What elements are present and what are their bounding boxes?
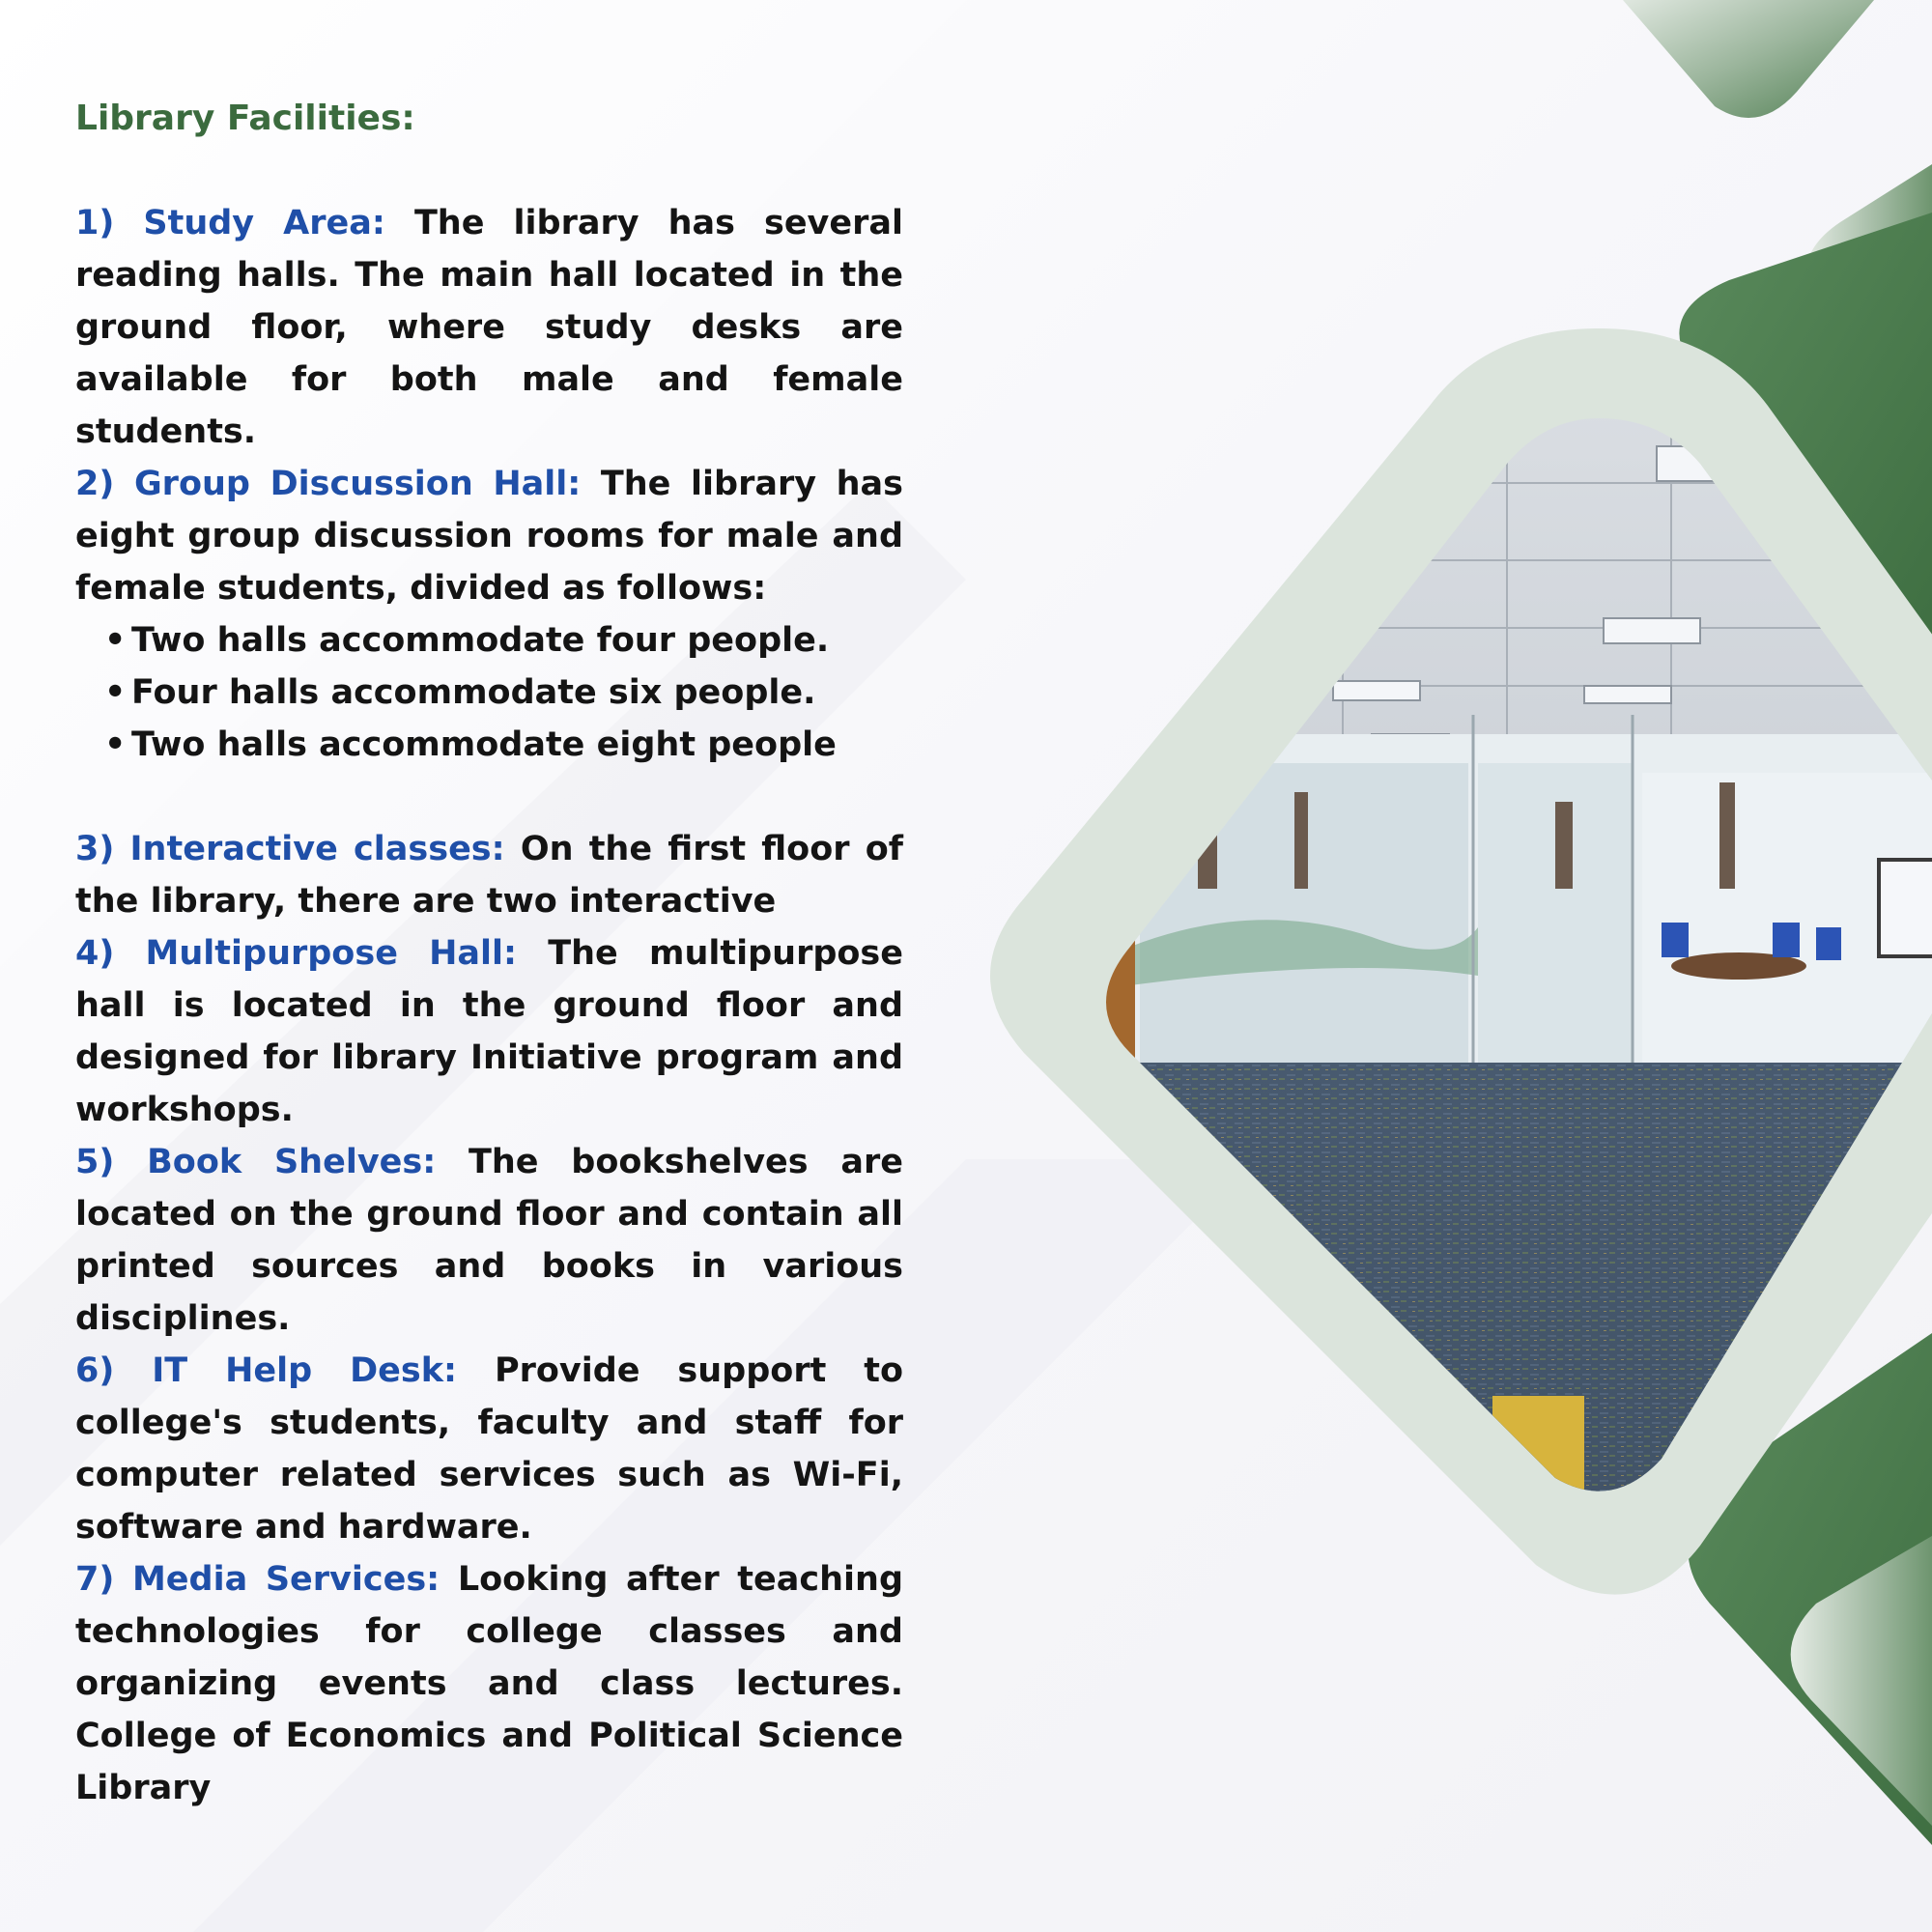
facilities-text	[75, 93, 903, 1814]
section-interactive-classes	[75, 823, 903, 927]
section-media-services	[75, 1553, 903, 1814]
section-text: Provide support to college's students, faculty and staff for computer related services such as Wi-Fi, software and hardware.	[75, 1351, 904, 1547]
list-item: • Two halls accommodate four people.	[75, 614, 903, 667]
section-label: 1) Study Area:	[75, 204, 385, 242]
section-text: Looking after teaching technologies for college classes and organizing events and class lectures. College of Economics and Political Science Library	[75, 1560, 903, 1807]
section-text: The library has several reading halls. The main hall located in the ground floor, where study desks are available for both male and female students.	[75, 204, 903, 451]
list-item: • Two halls accommodate eight people	[75, 719, 903, 771]
section-label: 6) IT Help Desk:	[75, 1351, 457, 1390]
section-study-area	[75, 197, 903, 458]
section-group-discussion-hall	[75, 458, 903, 614]
section-multipurpose-hall	[75, 927, 903, 1136]
section-label: 3) Interactive classes:	[75, 830, 505, 868]
group-hall-list	[75, 614, 903, 771]
bullet-icon: •	[104, 725, 127, 764]
section-text: The bookshelves are located on the ground floor and contain all printed sources and books in various disciplines.	[75, 1143, 904, 1338]
bullet-icon: •	[104, 621, 127, 660]
section-label: 7) Media Services:	[75, 1560, 440, 1599]
section-text: The multipurpose hall is located in the ground floor and designed for library Initiative program and workshops.	[75, 934, 903, 1129]
list-item: • Four halls accommodate six people.	[75, 667, 903, 719]
section-label: 5) Book Shelves:	[75, 1143, 437, 1181]
section-text: On the first floor of the library, there are two interactive	[75, 830, 903, 921]
section-text: The library has eight group discussion rooms for male and female students, divided as follows:	[75, 465, 904, 608]
spacer	[75, 771, 903, 823]
section-book-shelves	[75, 1136, 903, 1345]
page-title: Library Facilities:	[75, 99, 415, 138]
bullet-icon: •	[104, 673, 127, 712]
section-label: 4) Multipurpose Hall:	[75, 934, 518, 973]
section-it-help-desk	[75, 1345, 903, 1553]
section-label: 2) Group Discussion Hall:	[75, 465, 582, 503]
